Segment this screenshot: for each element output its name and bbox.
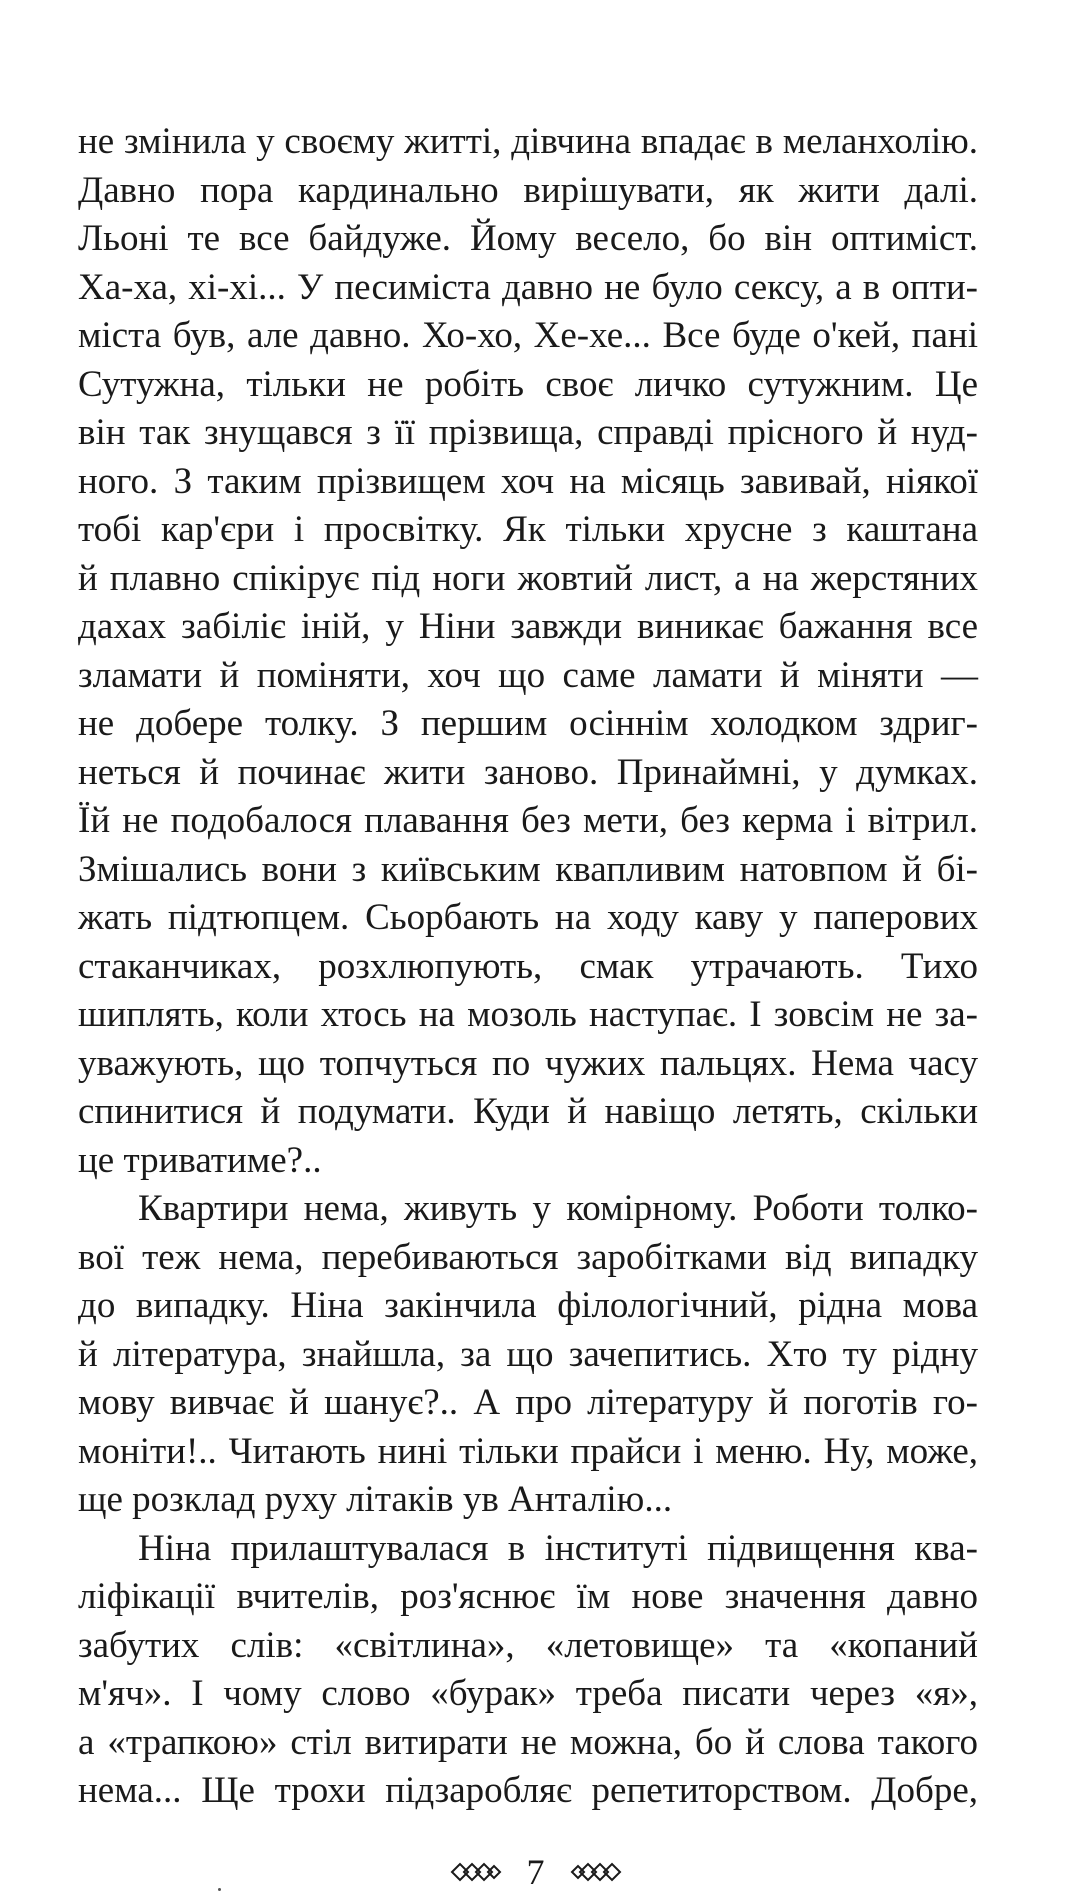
text-line: мову вивчає й шанує?.. А про літературу й поготів го- — [78, 1382, 978, 1423]
text-line: вої теж нема, перебиваються заробітками від випадку — [78, 1236, 978, 1278]
text-line: шиплять, коли хтось на мозоль наступає. І зовсім не за- — [78, 994, 978, 1035]
text-line: Сутужна, тільки не робіть своє личко сутужним. Це — [78, 363, 978, 405]
text-line: Змішались вони з київським квапливим натовпом й бі- — [78, 848, 978, 890]
text-line: міста був, але давно. Хо-хо, Хе-хе... Все буде о'кей, пані — [78, 315, 978, 356]
text-line: Давно пора кардинально вирішувати, як жити далі. — [78, 169, 978, 211]
text-line: це триватиме?.. — [78, 1139, 322, 1181]
text-line: дахах забіліє іній, у Ніни завжди виникає бажання все — [78, 606, 978, 647]
paragraph-first-line: Квартири нема, живуть у комірному. Роботи толко- — [138, 1188, 978, 1229]
text-line: стаканчиках, розхлюпують, смак утрачають. Тихо — [78, 945, 978, 987]
page-footer — [0, 1852, 1071, 1892]
text-line: а «трапкою» стіл витирати не можна, бо й слова такого — [78, 1721, 978, 1763]
print-speck — [218, 1888, 221, 1891]
text-line: уважують, що топчуться по чужих пальцях. Нема часу — [78, 1042, 978, 1084]
text-line: ліфікації вчителів, роз'яснює їм нове значення давно — [78, 1576, 978, 1617]
text-line: не змінила у своєму житті, дівчина впадає в меланхолію. — [78, 121, 978, 162]
text-line: Їй не подобалося плавання без мети, без керма і вітрил. — [78, 800, 978, 841]
text-line: він так знущався з її прізвища, справді прісного й нуд- — [78, 412, 978, 453]
text-line: жать підтюпцем. Сьорбають на ходу каву у паперових — [78, 897, 978, 938]
text-line: й література, знайшла, за що зачепитись. Хто ту рідну — [78, 1333, 978, 1375]
text-line: моніти!.. Читають нині тільки прайси і меню. Ну, може, — [78, 1430, 978, 1472]
text-line: спинитися й подумати. Куди й навіщо летять, скільки — [78, 1091, 978, 1132]
knot-ornament-icon — [569, 1861, 623, 1883]
text-line: тобі кар'єри і просвітку. Як тільки хрусне з каштана — [78, 509, 978, 550]
knot-ornament-icon — [449, 1861, 503, 1883]
book-page-text — [78, 118, 978, 1816]
text-line: зламати й поміняти, хоч що саме ламати й міняти — — [78, 654, 978, 696]
text-line: не добере толку. З першим осіннім холодком здриг- — [78, 703, 978, 744]
text-line: м'яч». І чому слово «бурак» треба писати через «я», — [78, 1673, 978, 1714]
text-line: й плавно спікірує під ноги жовтий лист, а на жерстяних — [78, 557, 978, 599]
text-line: до випадку. Ніна закінчила філологічний, рідна мова — [78, 1285, 978, 1326]
text-line: Ха-ха, хі-хі... У песиміста давно не було сексу, а в опти- — [78, 266, 978, 308]
text-line: ще розклад руху літаків ув Анталію... — [78, 1479, 673, 1520]
paragraph-first-line: Ніна прилаштувалася в інституті підвищення ква- — [138, 1527, 978, 1569]
text-line: нема... Ще трохи підзаробляє репетиторством. Добре, — [78, 1770, 978, 1811]
text-line: неться й починає жити заново. Принаймні, у думках. — [78, 751, 978, 793]
page-number: 7 — [526, 1852, 545, 1892]
text-line: Льоні те все байдуже. Йому весело, бо він оптиміст. — [78, 218, 978, 259]
text-line: ного. З таким прізвищем хоч на місяць завивай, ніякої — [78, 460, 978, 502]
text-line: забутих слів: «світлина», «летовище» та «копаний — [78, 1624, 978, 1666]
